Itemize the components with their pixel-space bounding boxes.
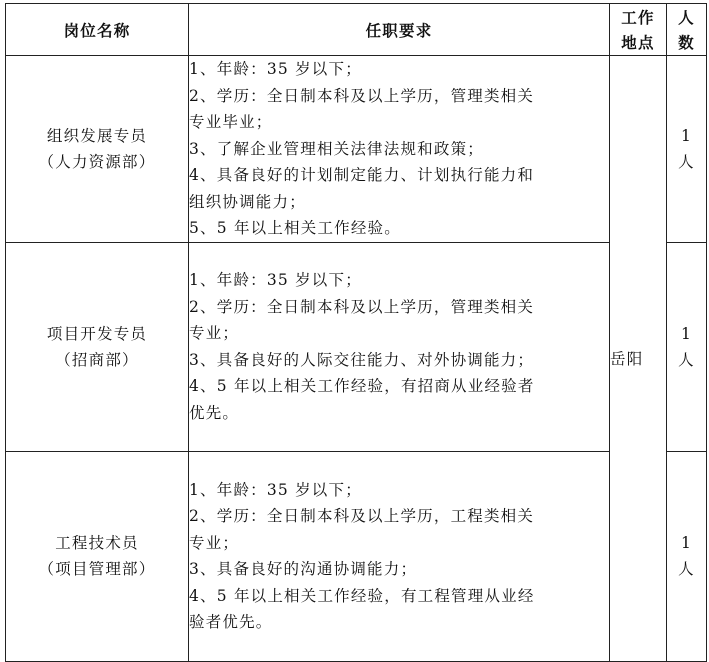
count-number: 1 (680, 126, 693, 145)
count-cell (667, 451, 707, 661)
requirement-line: 1、年龄：35 岁以下； (189, 60, 362, 78)
requirement-line: 专业； (189, 324, 240, 342)
header-location-line: 工作 (621, 7, 655, 27)
requirement-line: 优先。 (189, 403, 240, 422)
requirement-line: 2、学历：全日制本科及以上学历，工程类相关 (189, 507, 535, 525)
table-row (6, 242, 707, 451)
requirement-line: 验者优先。 (189, 613, 273, 631)
requirement-line: 5、5 年以上相关工作经验。 (189, 219, 401, 237)
count-number: 1 (680, 534, 693, 552)
header-requirements: 任职要求 (189, 4, 610, 56)
count-unit: 人 (678, 560, 695, 578)
position-department: （人力资源部） (38, 152, 156, 171)
position-department: （招商部） (55, 350, 139, 369)
position-department: （项目管理部） (38, 560, 156, 578)
job-requirements-table (5, 3, 707, 662)
requirement-line: 1、年龄：35 岁以下； (189, 480, 362, 499)
requirement-line: 4、5 年以上相关工作经验，有招商从业经验者 (189, 377, 535, 395)
requirement-line: 2、学历：全日制本科及以上学历，管理类相关 (189, 297, 535, 316)
requirement-line: 3、了解企业管理相关法律法规和政策； (189, 139, 484, 158)
position-cell (6, 451, 189, 661)
header-row (6, 4, 707, 56)
requirements-cell (189, 451, 610, 661)
header-position: 岗位名称 (6, 4, 189, 56)
table-row (6, 56, 707, 243)
position-cell (6, 56, 189, 243)
header-count-line: 数 (678, 32, 695, 52)
position-title: 工程技术员 (55, 534, 139, 552)
header-location-line: 地点 (621, 32, 655, 52)
count-unit: 人 (678, 152, 695, 171)
header-count (667, 4, 707, 56)
position-title: 项目开发专员 (46, 324, 148, 343)
count-cell (667, 242, 707, 451)
requirement-line: 3、具备良好的沟通协调能力； (189, 560, 418, 578)
table-row (6, 451, 707, 661)
count-cell (667, 56, 707, 243)
requirement-line: 专业毕业； (189, 113, 273, 131)
header-count-line: 人 (678, 7, 695, 27)
requirement-line: 4、5 年以上相关工作经验，有工程管理从业经 (189, 586, 535, 605)
position-title: 组织发展专员 (46, 126, 148, 145)
header-location (610, 4, 667, 56)
requirement-line: 组织协调能力； (189, 192, 306, 211)
requirement-line: 3、具备良好的人际交往能力、对外协调能力； (189, 350, 535, 369)
location-cell: 岳阳 (610, 56, 667, 662)
requirement-line: 专业； (189, 533, 240, 552)
requirement-line: 4、具备良好的计划制定能力、计划执行能力和 (189, 166, 535, 184)
requirement-line: 1、年龄：35 岁以下； (189, 271, 362, 289)
count-unit: 人 (678, 350, 695, 369)
position-cell (6, 242, 189, 451)
requirement-line: 2、学历：全日制本科及以上学历，管理类相关 (189, 86, 535, 105)
count-number: 1 (680, 324, 693, 343)
requirements-cell (189, 242, 610, 451)
requirements-cell (189, 56, 610, 243)
